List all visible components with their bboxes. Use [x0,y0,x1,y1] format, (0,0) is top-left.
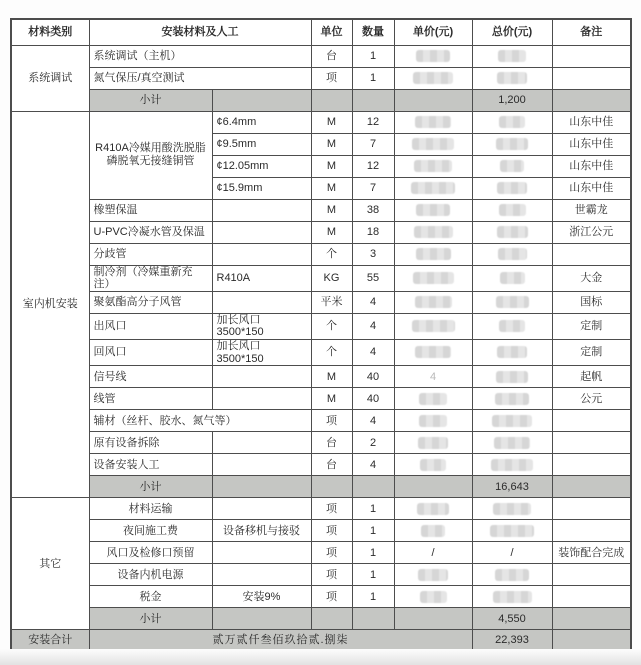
item-name: 税金 [89,586,212,608]
unit-price-cell [394,177,472,199]
item-spec: ¢12.05mm [212,155,311,177]
remark-cell [552,586,631,608]
table-row [11,366,631,388]
item-name: 风口及检修口预留 [89,542,212,564]
total-price-cell [472,454,552,476]
table-row [11,586,631,608]
qty-cell: 1 [352,542,394,564]
subtotal-label: 小计 [89,608,212,630]
qty-cell: 4 [352,313,394,339]
unit-cell: 项 [311,410,352,432]
subtotal-spacer [212,89,311,111]
redacted-value [492,415,532,427]
redacted-value [497,226,528,238]
redacted-value [411,182,455,194]
qty-cell: 1 [352,564,394,586]
redacted-value [421,525,445,537]
table-row [11,243,631,265]
redacted-value [419,393,447,405]
redacted-value [500,272,525,284]
grand-total-amount-in-words: 贰万贰仟叁佰玖拾贰.捌柒 [89,630,472,652]
remark-cell [552,520,631,542]
col-header-material: 安装材料及人工 [89,19,311,45]
total-price-cell [472,366,552,388]
remark-cell [552,564,631,586]
redacted-value [419,415,447,427]
total-price-cell [472,67,552,89]
qty-cell: 1 [352,498,394,520]
redacted-value [497,72,527,84]
subtotal-row [11,476,631,498]
remark-cell [552,432,631,454]
item-spec [212,221,311,243]
subtotal-spacer [311,608,352,630]
total-price-cell [472,133,552,155]
remark-cell: 山东中佳 [552,111,631,133]
subtotal-spacer [394,89,472,111]
redacted-value [500,160,524,172]
total-price-cell [472,313,552,339]
remark-cell: 大金 [552,265,631,291]
item-spec: ¢6.4mm [212,111,311,133]
redacted-value [499,116,525,128]
table-row [11,111,631,133]
total-price-cell [472,340,552,366]
remark-cell: 山东中佳 [552,155,631,177]
remark-cell: 定制 [552,340,631,366]
item-name: 辅材（丝杆、胶水、氮气等） [89,410,311,432]
total-price-cell [472,221,552,243]
qty-cell: 18 [352,221,394,243]
subtotal-spacer [352,476,394,498]
section-category: 室内机安装 [11,111,89,498]
col-header-unit: 单位 [311,19,352,45]
subtotal-row [11,89,631,111]
subtotal-row [11,608,631,630]
remark-cell: 国标 [552,291,631,313]
item-name: 橡塑保温 [89,199,212,221]
installation-quote-table [10,18,632,653]
redacted-value [498,50,526,62]
redacted-value [420,591,447,603]
unit-cell: M [311,111,352,133]
subtotal-spacer [552,476,631,498]
total-price-cell [472,586,552,608]
unit-cell: 台 [311,454,352,476]
col-header-unit-price: 单价(元) [394,19,472,45]
redacted-value [496,138,528,150]
item-spec [212,243,311,265]
total-price-cell [472,265,552,291]
item-spec [212,542,311,564]
item-spec: 加长风口 3500*150 [212,340,311,366]
total-price-cell [472,155,552,177]
item-name: 氮气保压/真空测试 [89,67,311,89]
unit-cell: KG [311,265,352,291]
subtotal-spacer [352,608,394,630]
item-name: 设备内机电源 [89,564,212,586]
redacted-value [498,248,527,260]
unit-cell: 个 [311,340,352,366]
total-price-cell [472,564,552,586]
unit-cell: M [311,199,352,221]
item-name: 信号线 [89,366,212,388]
col-header-category: 材料类别 [11,19,89,45]
unit-cell: 平米 [311,291,352,313]
unit-price-cell [394,133,472,155]
redacted-value [414,160,452,172]
qty-cell: 4 [352,454,394,476]
unit-price-cell [394,221,472,243]
col-header-total-price: 总价(元) [472,19,552,45]
redacted-value [499,204,526,216]
unit-cell: 项 [311,564,352,586]
remark-cell [552,45,631,67]
redacted-value [495,569,529,581]
item-spec [212,366,311,388]
item-spec: 安装9% [212,586,311,608]
remark-cell [552,498,631,520]
unit-cell: M [311,388,352,410]
total-price-cell [472,45,552,67]
unit-price-cell [394,564,472,586]
subtotal-spacer [311,476,352,498]
item-spec [212,454,311,476]
unit-cell: M [311,221,352,243]
item-name: 制冷剂（冷媒重新充注） [89,265,212,291]
redacted-value [495,393,529,405]
qty-cell: 40 [352,388,394,410]
unit-cell: 个 [311,243,352,265]
table-row [11,388,631,410]
subtotal-spacer [552,89,631,111]
qty-cell: 38 [352,199,394,221]
subtotal-spacer [212,608,311,630]
subtotal-total: 16,643 [472,476,552,498]
unit-price-cell [394,199,472,221]
qty-cell: 55 [352,265,394,291]
table-row [11,520,631,542]
subtotal-spacer [394,608,472,630]
unit-cell: 台 [311,432,352,454]
redacted-value [413,72,453,84]
item-name: 原有设备拆除 [89,432,212,454]
qty-cell: 7 [352,177,394,199]
grand-total-label: 安装合计 [11,630,89,652]
total-price-cell [472,432,552,454]
item-spec [212,498,311,520]
qty-cell: 4 [352,410,394,432]
remark-cell: 世霸龙 [552,199,631,221]
total-price-cell [472,243,552,265]
redacted-value [412,138,454,150]
item-spec [212,291,311,313]
total-price-cell [472,498,552,520]
item-spec: R410A [212,265,311,291]
remark-cell: 山东中佳 [552,177,631,199]
table-row [11,498,631,520]
unit-cell: 项 [311,67,352,89]
qty-cell: 7 [352,133,394,155]
unit-cell: M [311,133,352,155]
scan-shadow-edge [0,649,641,665]
redacted-value [416,204,450,216]
qty-cell: 3 [352,243,394,265]
subtotal-label: 小计 [89,476,212,498]
total-price-cell: / [472,542,552,564]
redacted-value [418,569,448,581]
table-row [11,340,631,366]
redacted-value [496,371,528,383]
subtotal-spacer [394,476,472,498]
unit-price-cell [394,388,472,410]
col-header-qty: 数量 [352,19,394,45]
qty-cell: 40 [352,366,394,388]
item-name: 夜间施工费 [89,520,212,542]
remark-cell: 起帆 [552,366,631,388]
remark-cell: 浙江公元 [552,221,631,243]
total-price-cell [472,410,552,432]
remark-cell: 装饰配合完成 [552,542,631,564]
redacted-value [417,503,449,515]
qty-cell: 12 [352,111,394,133]
unit-cell: 项 [311,498,352,520]
remark-cell [552,243,631,265]
total-price-cell [472,520,552,542]
item-name: 设备安装人工 [89,454,212,476]
unit-price-cell [394,520,472,542]
table-row [11,542,631,564]
redacted-value [413,272,454,284]
table-row [11,432,631,454]
qty-cell: 4 [352,340,394,366]
item-spec: ¢9.5mm [212,133,311,155]
qty-cell: 2 [352,432,394,454]
table-row [11,313,631,339]
total-price-cell [472,291,552,313]
remark-cell [552,67,631,89]
remark-cell [552,410,631,432]
unit-cell: 项 [311,586,352,608]
unit-price-cell [394,45,472,67]
redacted-value [418,437,448,449]
item-spec: 加长风口 3500*150 [212,313,311,339]
redacted-value [493,591,532,603]
item-name: 线管 [89,388,212,410]
unit-price-cell [394,586,472,608]
table-row [11,221,631,243]
redacted-value [499,320,525,332]
redacted-value [416,248,451,260]
section-category: 系统调试 [11,45,89,111]
item-name: 系统调试（主机） [89,45,311,67]
header-row [11,19,631,45]
item-spec [212,432,311,454]
redacted-value [497,346,527,358]
qty-cell: 1 [352,45,394,67]
unit-cell: 个 [311,313,352,339]
unit-price-cell [394,243,472,265]
item-name: 聚氨酯高分子风管 [89,291,212,313]
item-spec: ¢15.9mm [212,177,311,199]
item-spec: 设备移机与接驳 [212,520,311,542]
qty-cell: 4 [352,291,394,313]
table-row [11,454,631,476]
item-name: R410A冷媒用酸洗脱脂磷脱氧无接缝铜管 [89,111,212,199]
subtotal-spacer [552,608,631,630]
unit-price-cell [394,410,472,432]
unit-cell: M [311,366,352,388]
subtotal-total: 4,550 [472,608,552,630]
total-price-cell [472,111,552,133]
subtotal-spacer [352,89,394,111]
unit-price-cell [394,291,472,313]
redacted-value [490,525,534,537]
unit-price-cell: 4 [394,366,472,388]
table-row [11,265,631,291]
subtotal-spacer [212,476,311,498]
quote-table-body [11,45,631,652]
qty-cell: 1 [352,520,394,542]
table-row [11,45,631,67]
remark-cell: 定制 [552,313,631,339]
qty-cell: 1 [352,586,394,608]
item-name: U-PVC冷凝水管及保温 [89,221,212,243]
item-name: 回风口 [89,340,212,366]
table-row [11,67,631,89]
item-spec [212,388,311,410]
col-header-remark: 备注 [552,19,631,45]
redacted-value [415,346,451,358]
redacted-value [414,226,453,238]
unit-price-cell [394,313,472,339]
item-spec [212,564,311,586]
redacted-value [497,182,527,194]
grand-total-value: 22,393 [472,630,552,652]
unit-price-cell [394,67,472,89]
unit-cell: M [311,155,352,177]
remark-cell [552,454,631,476]
table-row [11,199,631,221]
unit-price-cell [394,155,472,177]
unit-cell: 项 [311,542,352,564]
redacted-value [420,459,446,471]
section-category: 其它 [11,498,89,630]
unit-cell: M [311,177,352,199]
item-name: 材料运输 [89,498,212,520]
item-spec [212,199,311,221]
redacted-value [415,116,451,128]
table-row [11,564,631,586]
unit-cell: 项 [311,520,352,542]
total-price-cell [472,388,552,410]
qty-cell: 12 [352,155,394,177]
redacted-value [494,437,530,449]
item-name: 分歧管 [89,243,212,265]
unit-price-cell [394,111,472,133]
unit-price-cell [394,498,472,520]
unit-cell: 台 [311,45,352,67]
remark-cell: 公元 [552,388,631,410]
total-price-cell [472,177,552,199]
redacted-value [415,296,452,308]
unit-price-cell [394,432,472,454]
redacted-value [491,459,533,471]
total-price-cell [472,199,552,221]
unit-price-cell [394,265,472,291]
table-row [11,410,631,432]
subtotal-spacer [311,89,352,111]
remark-cell: 山东中佳 [552,133,631,155]
redacted-value [496,296,529,308]
redacted-value [412,320,455,332]
subtotal-total: 1,200 [472,89,552,111]
redacted-value [493,503,531,515]
redacted-value [416,50,450,62]
unit-price-cell [394,454,472,476]
subtotal-label: 小计 [89,89,212,111]
table-row [11,291,631,313]
qty-cell: 1 [352,67,394,89]
unit-price-cell [394,340,472,366]
unit-price-cell: / [394,542,472,564]
item-name: 出风口 [89,313,212,339]
